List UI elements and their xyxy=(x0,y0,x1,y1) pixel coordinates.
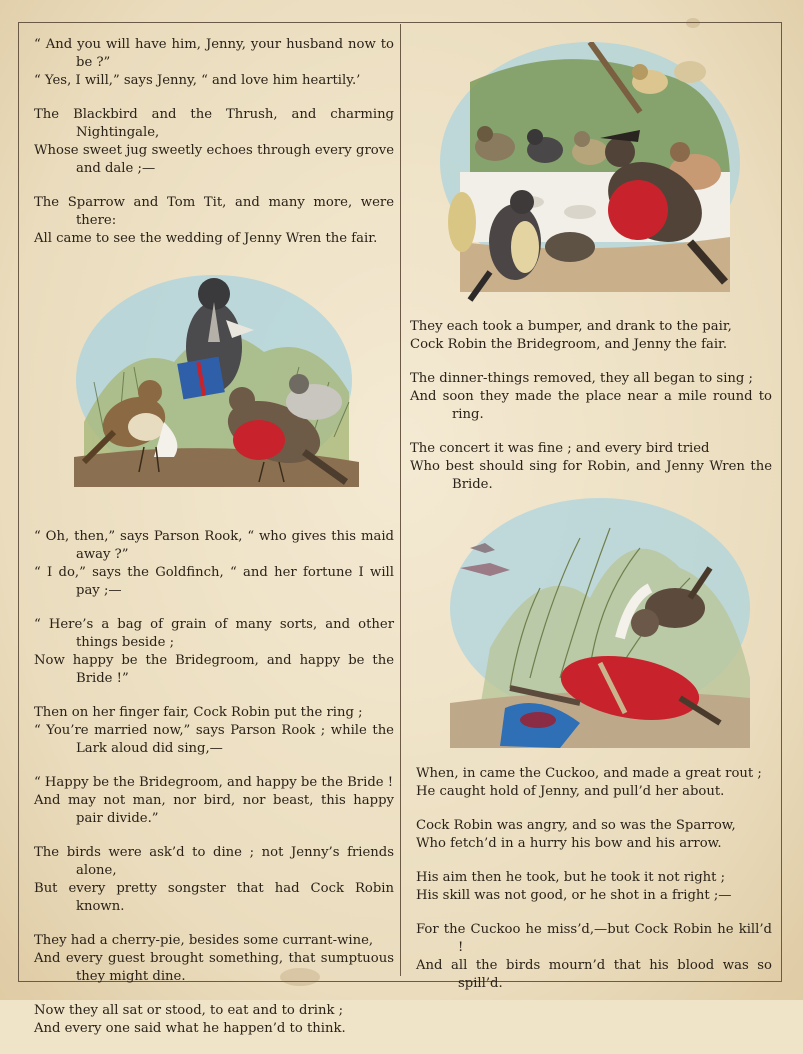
verse-line: When, in came the Cuckoo, and made a great rout ; xyxy=(416,766,762,781)
verse-line: They had a cherry-pie, besides some currant-wine, xyxy=(34,933,374,948)
verse-line: “ You’re married now,” says Parson Rook ; while the Lark aloud did sing,— xyxy=(34,723,394,756)
verse-stanza xyxy=(34,194,394,248)
robin-shot-by-arrow-illustration xyxy=(450,498,750,753)
verse-stanza xyxy=(34,106,394,178)
verse-line: The dinner-things removed, they all began to sing ; xyxy=(410,371,753,386)
verse-line: “ Here’s a bag of grain of many sorts, and other things beside ; xyxy=(34,617,394,650)
verse-line: For the Cuckoo he miss’d,—but Cock Robin he kill’d ! xyxy=(416,922,772,955)
verse-line: They each took a bumper, and drank to the pair, xyxy=(410,319,732,334)
verse-stanza xyxy=(410,440,772,494)
verse-stanza xyxy=(416,765,772,801)
verse-line: “ Oh, then,” says Parson Rook, “ who gives this maid away ?” xyxy=(34,529,394,562)
verse-line: Who best should sing for Robin, and Jenny Wren the Bride. xyxy=(410,459,772,492)
verse-stanza xyxy=(34,1002,394,1038)
verse-line: “ I do,” says the Goldfinch, “ and her fortune I will pay ;— xyxy=(34,565,394,598)
verse-stanza xyxy=(34,36,394,90)
verse-stanza xyxy=(34,616,394,688)
verse-line: Who fetch’d in a hurry his bow and his arrow. xyxy=(416,836,722,851)
verse-line: Now happy be the Bridegroom, and happy be the Bride !” xyxy=(34,653,394,686)
verse-line: And every one said what he happen’d to think. xyxy=(34,1021,346,1036)
foxing-stain xyxy=(686,18,700,28)
verse-stanza xyxy=(416,869,772,905)
verse-line: Now they all sat or stood, to eat and to drink ; xyxy=(34,1003,344,1018)
verse-stanza xyxy=(34,932,394,986)
verse-stanza xyxy=(34,844,394,916)
verse-line: The birds were ask’d to dine ; not Jenny’s friends alone, xyxy=(34,845,394,878)
verse-line: “ And you will have him, Jenny, your husband now to be ?” xyxy=(34,37,394,70)
verse-line: And soon they made the place near a mile round to ring. xyxy=(410,389,772,422)
verse-line: The Blackbird and the Thrush, and charming Nightingale, xyxy=(34,107,394,140)
right-column-middle-text xyxy=(410,318,772,510)
verse-line: All came to see the wedding of Jenny Wren the fair. xyxy=(34,231,378,246)
right-column-bottom-text xyxy=(416,765,772,1009)
column-divider xyxy=(400,24,401,976)
verse-line: Cock Robin was angry, and so was the Sparrow, xyxy=(416,818,736,833)
verse-stanza xyxy=(416,817,772,853)
verse-line: But every pretty songster that had Cock Robin known. xyxy=(34,881,394,914)
verse-line: And all the birds mourn’d that his blood was so spill’d. xyxy=(416,958,772,991)
verse-stanza xyxy=(34,774,394,828)
verse-line: “ Happy be the Bridegroom, and happy be the Bride ! xyxy=(34,775,394,790)
verse-line: He caught hold of Jenny, and pull’d her about. xyxy=(416,784,725,799)
birds-wedding-feast-illustration xyxy=(440,42,740,304)
verse-line: Whose sweet jug sweetly echoes through every grove and dale ;— xyxy=(34,143,394,176)
verse-line: And every guest brought something, that sumptuous they might dine. xyxy=(34,951,394,984)
verse-line: The Sparrow and Tom Tit, and many more, were there: xyxy=(34,195,394,228)
verse-line: Then on her finger fair, Cock Robin put the ring ; xyxy=(34,705,363,720)
verse-line: His skill was not good, or he shot in a fright ;— xyxy=(416,888,732,903)
verse-stanza xyxy=(34,528,394,600)
birds-wedding-ceremony-illustration xyxy=(64,272,364,502)
verse-stanza xyxy=(416,921,772,993)
verse-stanza xyxy=(410,370,772,424)
verse-stanza xyxy=(34,704,394,758)
verse-line: “ Yes, I will,” says Jenny, “ and love him heartily.’ xyxy=(34,73,361,88)
verse-line: The concert it was fine ; and every bird tried xyxy=(410,441,710,456)
verse-stanza xyxy=(410,318,772,354)
verse-line: And may not man, nor bird, nor beast, this happy pair divide.” xyxy=(34,793,394,826)
verse-line: Cock Robin the Bridegroom, and Jenny the fair. xyxy=(410,337,728,352)
verse-line: His aim then he took, but he took it not right ; xyxy=(416,870,726,885)
left-column xyxy=(34,36,394,1054)
